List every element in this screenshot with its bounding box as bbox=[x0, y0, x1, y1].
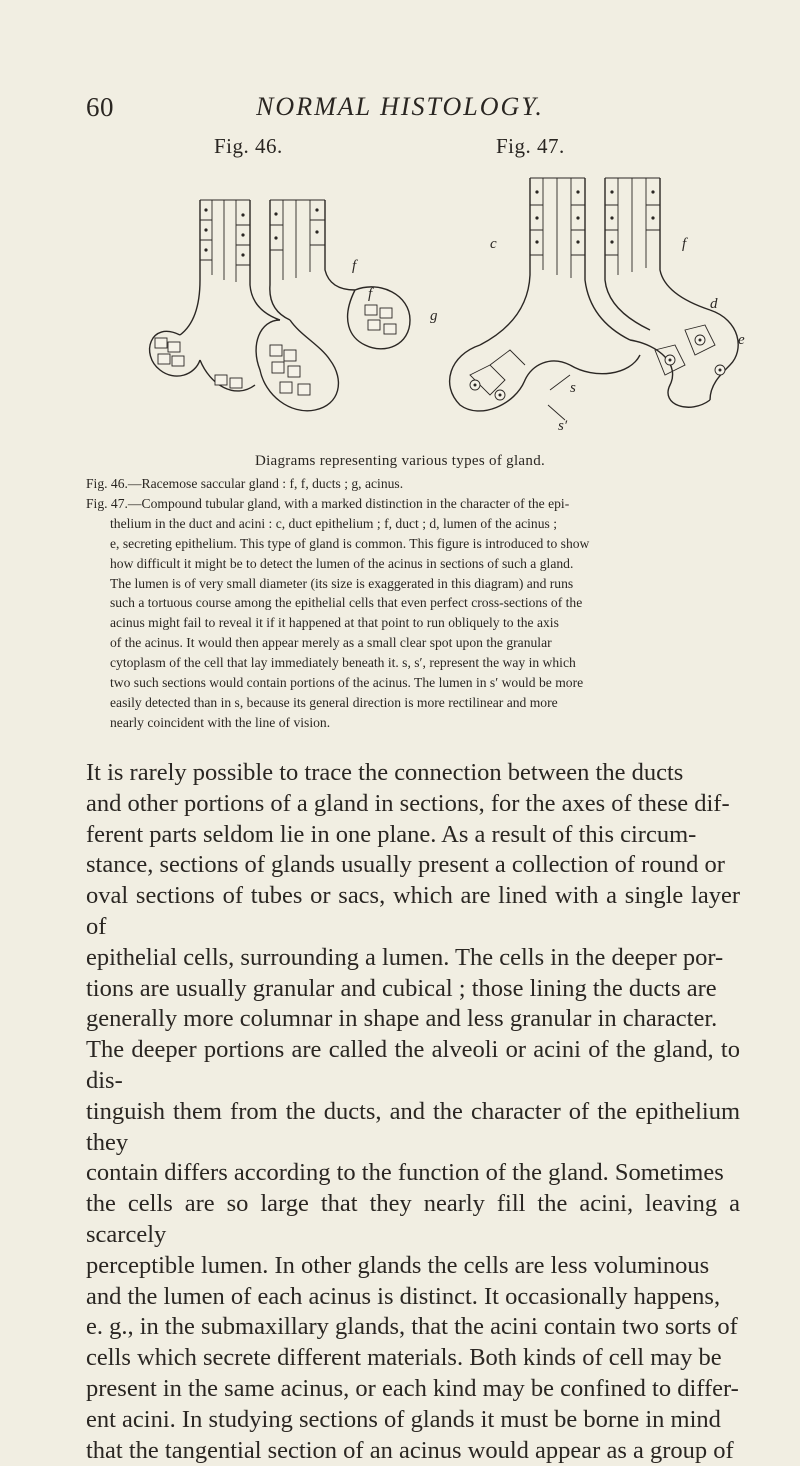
fig46-right-duct bbox=[270, 200, 355, 320]
legend-fig47-line: how difficult it might be to detect the lumen of the acinus in sections of such a gland. bbox=[110, 555, 574, 571]
body-line: oval sections of tubes or sacs, which are lined with a single layer of bbox=[86, 882, 740, 940]
body-line: generally more columnar in shape and less granular in character. bbox=[86, 1005, 718, 1033]
plate-caption: Diagrams representing various types of gland. bbox=[254, 453, 546, 469]
fig47-letter-c: c bbox=[490, 236, 497, 252]
fig47-diagram bbox=[420, 170, 750, 438]
body-line: that the tangential section of an acinus would appear as a group of bbox=[86, 1436, 734, 1464]
fig47-acini bbox=[450, 310, 739, 420]
fig47-letter-d: d bbox=[710, 296, 718, 312]
fig46-diagram bbox=[140, 170, 450, 426]
body-line: tinguish them from the ducts, and the character of the epithelium they bbox=[86, 1097, 740, 1156]
body-line: cells which secrete different materials. Both kinds of cell may be bbox=[86, 1344, 722, 1372]
legend-fig47-line: easily detected than in s, because its general direction is more rectilinear and more bbox=[110, 694, 558, 710]
legend-fig47-line: of the acinus. It would then appear merely as a small clear spot upon the granular bbox=[110, 635, 552, 651]
fig47-left-duct bbox=[480, 178, 630, 345]
fig46-letter-f2: f bbox=[368, 286, 373, 302]
page-number: 60 bbox=[86, 92, 114, 122]
fig47-letter-f: f bbox=[682, 236, 687, 252]
fig46-letter-g: g bbox=[430, 308, 438, 324]
running-title: NORMAL HISTOLOGY. bbox=[256, 92, 544, 121]
body-line: perceptible lumen. In other glands the cells are less voluminous bbox=[86, 1251, 710, 1279]
legend-fig47-line: The lumen is of very small diameter (its size is exaggerated in this diagram) and runs bbox=[110, 575, 574, 591]
legend-fig47-line: two such sections would contain portions of the acinus. The lumen in s′ would be more bbox=[110, 675, 584, 691]
body-line: tions are usually granular and cubical ; those lining the ducts are bbox=[86, 974, 717, 1002]
legend-fig47-line: e, secreting epithelium. This type of gland is common. This figure is introduced to show bbox=[110, 535, 590, 551]
figure-legend bbox=[86, 474, 740, 733]
body-line: ent acini. In studying sections of glands it must be borne in mind bbox=[86, 1405, 721, 1433]
fig47-right-duct bbox=[605, 178, 710, 330]
legend-fig46: Fig. 46.—Racemose saccular gland : f, f, ducts ; g, acinus. bbox=[86, 476, 404, 491]
legend-fig47-line: cytoplasm of the cell that lay immediately beneath it. s, s′, represent the way in which bbox=[110, 655, 576, 671]
body-line: e. g., in the submaxillary glands, that the acini contain two sorts of bbox=[86, 1313, 738, 1341]
fig46-label: Fig. 46. bbox=[214, 134, 283, 158]
fig47-letter-e: e bbox=[738, 332, 745, 348]
fig46-letter-f1: f bbox=[352, 258, 357, 274]
legend-fig47-line: acinus might fail to reveal it if it happened at that point to run obliquely to the axis bbox=[110, 615, 559, 631]
fig47-label: Fig. 47. bbox=[496, 134, 565, 158]
legend-fig47-line: thelium in the duct and acini : c, duct epithelium ; f, duct ; d, lumen of the acinus ; bbox=[110, 515, 557, 531]
fig46-acini bbox=[150, 287, 410, 411]
body-paragraph bbox=[86, 758, 740, 1466]
body-line: It is rarely possible to trace the connection between the ducts bbox=[86, 759, 684, 786]
body-line: present in the same acinus, or each kind may be confined to differ- bbox=[86, 1374, 739, 1402]
legend-fig47-line: Fig. 47.—Compound tubular gland, with a marked distinction in the character of the epi- bbox=[86, 495, 570, 511]
body-line: epithelial cells, surrounding a lumen. The cells in the deeper por- bbox=[86, 943, 724, 971]
body-line: and other portions of a gland in sections, for the axes of these dif- bbox=[86, 789, 730, 817]
legend-fig47-line: such a tortuous course among the epithelial cells that even perfect cross-sections of the bbox=[110, 595, 583, 611]
body-line: the cells are so large that they nearly fill the acini, leaving a scarcely bbox=[86, 1190, 740, 1248]
fig47-letter-s: s bbox=[570, 380, 576, 396]
legend-fig47-line: nearly coincident with the line of vision. bbox=[110, 714, 331, 730]
body-line: and the lumen of each acinus is distinct. It occasionally happens, bbox=[86, 1282, 721, 1310]
body-line: ferent parts seldom lie in one plane. As a result of this circum- bbox=[86, 820, 697, 848]
fig46-left-duct bbox=[180, 200, 280, 335]
fig47-letter-s-prime: s′ bbox=[558, 418, 568, 434]
body-line: contain differs according to the function of the gland. Sometimes bbox=[86, 1159, 724, 1187]
body-line: The deeper portions are called the alveoli or acini of the gland, to dis- bbox=[86, 1036, 740, 1094]
body-line: stance, sections of glands usually present a collection of round or bbox=[86, 851, 725, 879]
